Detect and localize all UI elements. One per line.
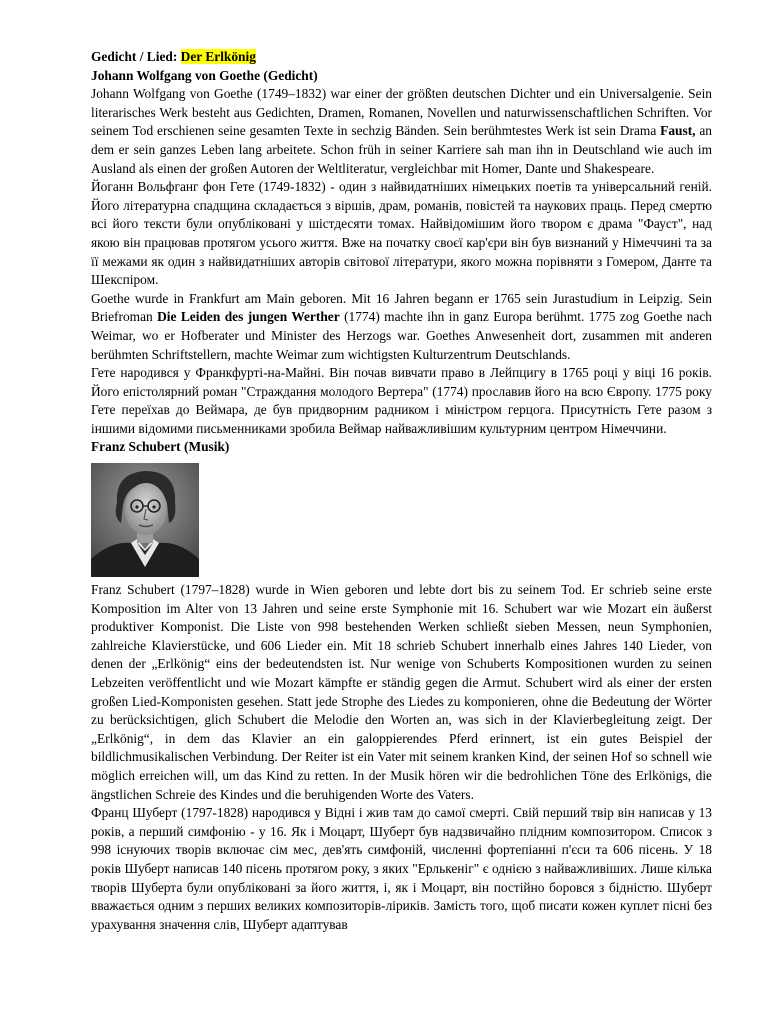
document-page [91, 48, 712, 934]
schubert-portrait [91, 463, 199, 577]
title-prefix: Gedicht / Lied: [91, 49, 181, 64]
goethe-de2-text-b: (1774) machte ihn in ganz Europa berühmt. 1775 zog Goethe nach Weimar, wo er Hofberater und Minister des Herzogs war. Goethes Anwesenheit dort, zusammen mit anderen berühmten Schriftstellern, machte Weimar zum wichtigsten Kulturzentrum Deutschlands. [91, 309, 712, 362]
goethe-paragraph-de-2 [91, 290, 712, 364]
goethe-de1-bold-faust: Faust, [660, 123, 696, 139]
goethe-heading: Johann Wolfgang von Goethe (Gedicht) [91, 67, 318, 83]
title-highlight: Der Erlkönig [180, 49, 256, 64]
goethe-de2-bold-werther: Die Leiden des jungen Werther [157, 309, 340, 325]
document-title [91, 48, 712, 67]
goethe-de1-text-a: Johann Wolfgang von Goethe (1749–1832) war einer der größten deutschen Dichter und ein Universalgenie. Sein literarisches Werk besteht aus Gedichten, Dramen, Romanen, Novellen und naturwissenschaftlichen Schriften. Vor seinem Tod erschienen seine gesamten Texte in sechzig Bänden. Sein berühmtestes Werk ist sein Drama [91, 86, 712, 139]
schubert-paragraph-uk: Франц Шуберт (1797-1828) народився у Відні і жив там до самої смерті. Свій перший твір він написав у 13 років, а перший симфонію - у 16. Як і Моцарт, Шуберт був надзвичайно плідним композитором. Список з 998 існуючих творів включає сім мес, дев'ять симфоній, численні фортепіанні п'єси та 606 пісень. У 18 років Шуберт написав 140 пісень протягом року, з яких "Ерлькеніг" є однією з найважливіших. Лише кілька творів Шуберта були опубліковані за його життя, і, як і Моцарт, він постійно боровся з бідністю. Шуберт вважається одним з перших великих композиторів-ліриків. Замість того, щоб писати кожен куплет пісні без урахування значення слів, Шуберт адаптував [91, 805, 712, 932]
schubert-paragraph-de: Franz Schubert (1797–1828) wurde in Wien geboren und lebte dort bis zu seinem Tod. Er schrieb seine erste Komposition im Alter von 13 Jahren und seine erste Symphonie mit 16. Schubert war wie Mozart ein äußerst produktiver Komponist. Die Liste von 998 bestehenden Werken schließt sieben Messen, neun Symphonien, zahlreiche Klavierstücke, und 606 Lieder ein. Mit 18 schrieb Schubert innerhalb eines Jahres 140 Lieder, von denen der „Erlkönig“ eins der bedeutendsten ist. Nur wenige von Schuberts Kompositionen wurden zu seinen Lebzeiten veröffentlicht und wie Mozart kämpfte er ständig gegen die Armut. Schubert wird als einer der ersten großen Lied-Komponisten gesehen. Statt jede Strophe des Liedes zu komponieren, ohne die Bedeutung der Wörter zu berücksichtigen, glich Schubert die Melodie den Worten an, was sich in der Klavierbegleitung zeigt. Der „Erlkönig“, in dem das Klavier an ein galoppierendes Pferd erinnert, ist ein gutes Beispiel der bildlichmusikalischen Verbindung. Der Reiter ist ein Vater mit seinem kranken Kind, der seinen Hof so schnell wie möglich erreichen will, um das Kind zu retten. In der Musik hören wir die bedrohlichen Töne des Erlkönigs, die ängstlichen Schreie des Kindes und die beruhigenden Worte des Vaters. [91, 582, 712, 802]
goethe-de2-text-a: Goethe wurde in Frankfurt am Main geboren. Mit 16 Jahren begann er 1765 sein Jurastudium in Leipzig. Sein Briefroman [91, 290, 712, 325]
goethe-paragraph-uk-1: Йоганн Вольфганг фон Гете (1749-1832) - один з найвидатніших німецьких поетів та універсальний геній. Його літературна спадщина складається з віршів, драм, романів, повістей та наукових праць. Перед смертю всі його тексти були опубліковані у шістдесяти томах. Найвідомішим його твором є драма "Фауст", над якою він працював протягом усього життя. Вже на початку своєї кар'єри він був визнаний у Німеччині та за її межами як один з найвидатніших авторів світової літератури, якого можна порівняти з Гомером, Данте та Шекспіром. [91, 179, 712, 288]
schubert-heading: Franz Schubert (Musik) [91, 439, 230, 455]
goethe-paragraph-uk-2: Гете народився у Франкфурті-на-Майні. Він почав вивчати право в Лейпцигу в 1765 році у віці 16 років. Його епістолярний роман "Страждання молодого Вертера" (1774) прославив його на всю Європу. 1775 року Гете переїхав до Веймара, де був придворним радником і міністром герцога. Присутність Гете разом з іншими відомими письменниками зробила Веймар найважливішим культурним центром Німеччини. [91, 365, 712, 436]
goethe-paragraph-de-1 [91, 85, 712, 178]
goethe-de1-text-b: an dem er sein ganzes Leben lang arbeitete. Schon früh in seiner Karriere sah man ihn in Deutschland wie auch im Ausland als einen der großen Autoren der Weltliteratur, vergleichbar mit Homer, Dante und Shakespeare. [91, 123, 712, 176]
